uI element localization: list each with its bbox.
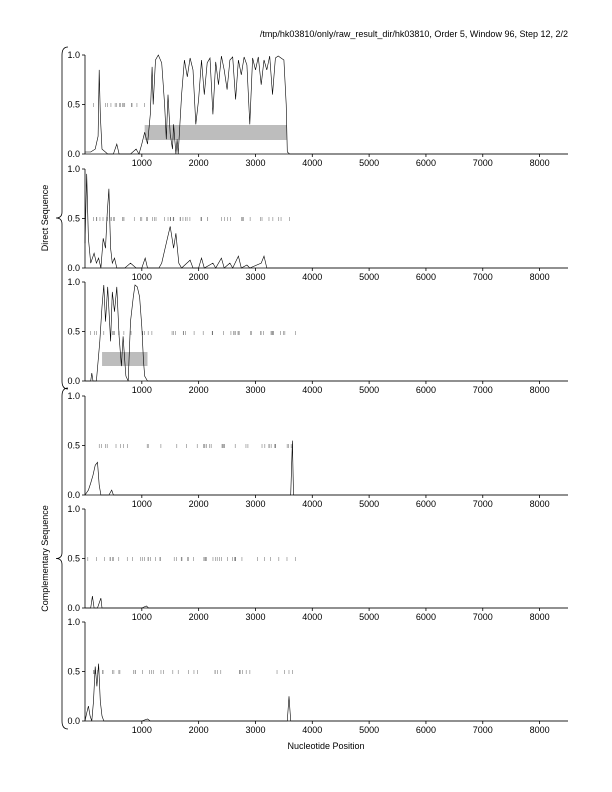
x-tick-label: 1000 bbox=[131, 272, 152, 282]
y-tick-label: 1.0 bbox=[67, 164, 80, 174]
x-tick-label: 7000 bbox=[472, 158, 493, 168]
y-tick-label: 1.0 bbox=[67, 277, 80, 287]
x-tick-label: 5000 bbox=[359, 499, 380, 509]
group-label: Complementary Sequence bbox=[40, 505, 50, 612]
coding-potential-line bbox=[85, 664, 568, 721]
panel-2 bbox=[67, 164, 568, 282]
x-tick-label: 1000 bbox=[131, 158, 152, 168]
x-tick-label: 5000 bbox=[359, 272, 380, 282]
x-tick-label: 4000 bbox=[302, 272, 323, 282]
x-tick-label: 4000 bbox=[302, 158, 323, 168]
y-tick-label: 1.0 bbox=[67, 391, 80, 401]
y-tick-label: 0.5 bbox=[67, 666, 80, 677]
x-tick-label: 4000 bbox=[302, 385, 323, 395]
x-tick-label: 2000 bbox=[188, 499, 209, 509]
coding-potential-line bbox=[85, 285, 568, 381]
y-tick-label: 0.0 bbox=[67, 603, 80, 613]
panels-layer bbox=[67, 50, 568, 735]
group-brace bbox=[56, 47, 68, 389]
x-tick-label: 2000 bbox=[188, 612, 209, 622]
x-tick-label: 3000 bbox=[245, 725, 266, 735]
x-tick-label: 3000 bbox=[245, 612, 266, 622]
group-1 bbox=[40, 47, 68, 389]
y-tick-label: 0.0 bbox=[67, 716, 80, 726]
panel-4 bbox=[67, 391, 568, 509]
y-tick-label: 1.0 bbox=[67, 50, 80, 60]
x-tick-label: 3000 bbox=[245, 499, 266, 509]
y-tick-label: 0.0 bbox=[67, 490, 80, 500]
x-tick-label: 7000 bbox=[472, 385, 493, 395]
x-tick-label: 5000 bbox=[359, 385, 380, 395]
coding-potential-line bbox=[85, 441, 568, 495]
x-tick-label: 1000 bbox=[131, 499, 152, 509]
x-tick-label: 6000 bbox=[415, 499, 436, 509]
y-tick-label: 0.5 bbox=[67, 99, 80, 110]
y-tick-label: 0.0 bbox=[67, 376, 80, 386]
x-tick-label: 5000 bbox=[359, 612, 380, 622]
y-tick-label: 0.5 bbox=[67, 440, 80, 451]
y-tick-label: 1.0 bbox=[67, 617, 80, 627]
x-tick-label: 1000 bbox=[131, 612, 152, 622]
x-tick-label: 2000 bbox=[188, 725, 209, 735]
x-tick-label: 4000 bbox=[302, 725, 323, 735]
group-2 bbox=[40, 388, 68, 729]
x-tick-label: 8000 bbox=[529, 158, 550, 168]
x-axis-title: Nucleotide Position bbox=[287, 741, 365, 751]
x-tick-label: 6000 bbox=[415, 612, 436, 622]
x-tick-label: 8000 bbox=[529, 272, 550, 282]
x-tick-label: 7000 bbox=[472, 499, 493, 509]
y-tick-label: 0.0 bbox=[67, 149, 80, 159]
y-tick-label: 0.5 bbox=[67, 213, 80, 224]
x-tick-label: 1000 bbox=[131, 385, 152, 395]
panel-1 bbox=[67, 50, 568, 168]
panel-6 bbox=[67, 617, 568, 735]
y-tick-label: 0.5 bbox=[67, 326, 80, 337]
x-tick-label: 6000 bbox=[415, 385, 436, 395]
x-tick-label: 5000 bbox=[359, 725, 380, 735]
x-tick-label: 8000 bbox=[529, 612, 550, 622]
x-tick-label: 7000 bbox=[472, 612, 493, 622]
y-tick-label: 0.5 bbox=[67, 553, 80, 564]
x-tick-label: 8000 bbox=[529, 499, 550, 509]
x-tick-label: 3000 bbox=[245, 272, 266, 282]
groups-layer bbox=[40, 47, 68, 729]
x-tick-label: 2000 bbox=[188, 158, 209, 168]
x-tick-label: 6000 bbox=[415, 158, 436, 168]
coding-potential-line bbox=[85, 174, 568, 268]
x-tick-label: 6000 bbox=[415, 272, 436, 282]
x-tick-label: 5000 bbox=[359, 158, 380, 168]
panel-5 bbox=[67, 504, 568, 622]
panel-3 bbox=[67, 277, 568, 395]
page-header: /tmp/hk03810/only/raw_result_dir/hk03810, Order 5, Window 96, Step 12, 2/2 bbox=[259, 29, 568, 39]
coding-potential-line bbox=[85, 596, 568, 608]
x-tick-label: 3000 bbox=[245, 385, 266, 395]
y-tick-label: 0.0 bbox=[67, 263, 80, 273]
x-tick-label: 6000 bbox=[415, 725, 436, 735]
group-brace bbox=[56, 388, 68, 729]
y-tick-label: 1.0 bbox=[67, 504, 80, 514]
x-tick-label: 4000 bbox=[302, 612, 323, 622]
x-tick-label: 4000 bbox=[302, 499, 323, 509]
x-tick-label: 8000 bbox=[529, 385, 550, 395]
x-tick-label: 7000 bbox=[472, 272, 493, 282]
x-tick-label: 3000 bbox=[245, 158, 266, 168]
x-tick-label: 8000 bbox=[529, 725, 550, 735]
x-tick-label: 2000 bbox=[188, 385, 209, 395]
x-tick-label: 1000 bbox=[131, 725, 152, 735]
group-label: Direct Sequence bbox=[40, 184, 50, 252]
x-tick-label: 7000 bbox=[472, 725, 493, 735]
x-tick-label: 2000 bbox=[188, 272, 209, 282]
